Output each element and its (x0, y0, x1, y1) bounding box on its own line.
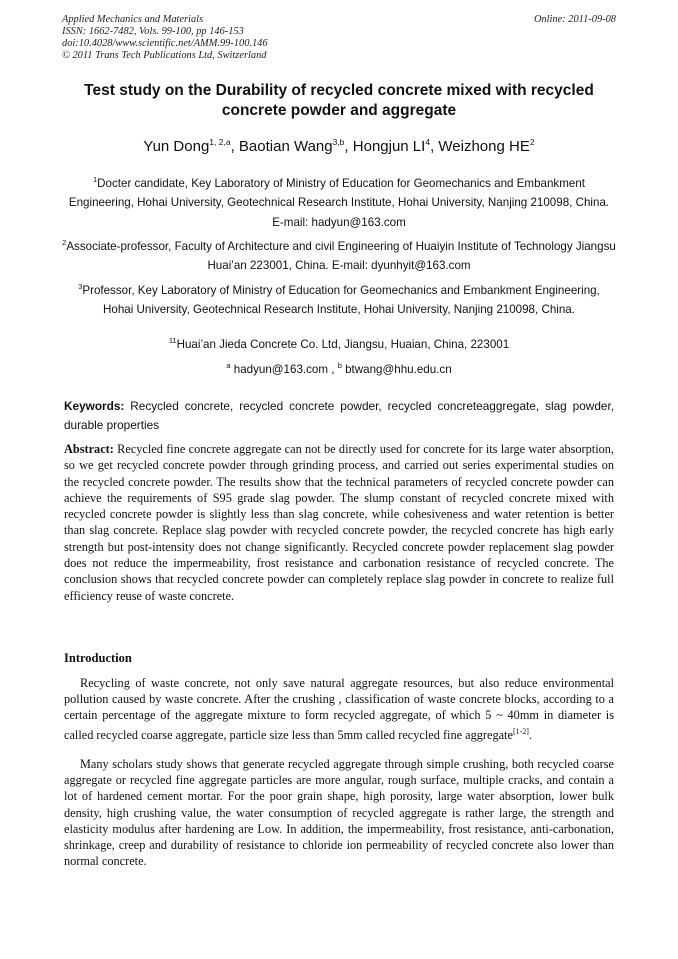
author-affil-sup: 2 (529, 137, 535, 147)
affiliation-sup: 11 (168, 336, 177, 345)
author-name: Baotian Wang (238, 138, 333, 155)
author-affil-sup: 4 (425, 137, 431, 147)
email-sup-a: a (226, 361, 231, 370)
author-emails (62, 356, 616, 379)
email-separator: , (328, 362, 338, 376)
email-sup-b: b (337, 361, 342, 370)
abstract-text: Recycled fine concrete aggregate can not be directly used for concrete for its large water absorption, so we get recycled concrete powder through grinding process, and carried out series experimental studies on the recycled concrete powder. The results show that the technical parameters of recycled concrete powder can achieve the requirements of S95 grade slag powder. The slump constant of recycled concrete mixed with recycled concrete powder is slightly less than slag concrete, while cohesiveness and water retention is better than slag concrete. Replace slag powder with recycled concrete powder, the recycled concrete has high early strength but post-intensity does not change significantly. Recycled concrete powder replacement slag powder does not reduce the impermeability, frost resistance and carbonation resistance of recycled concrete. The conclusion shows that recycled concrete powder can completely replace slag powder in concrete to realize full efficiency reuse of waste concrete. (64, 442, 614, 603)
affiliation-1 (62, 170, 616, 232)
paper-title: Test study on the Durability of recycled concrete mixed with recycled concrete powder and aggregate (84, 82, 594, 119)
author-affil-sup: 3,b (332, 137, 345, 147)
affiliation-text: Huai’an Jieda Concrete Co. Ltd, Jiangsu, Huaian, China, 223001 (176, 337, 510, 351)
author-sep: , (430, 138, 439, 155)
author-name: Weizhong HE (438, 138, 530, 155)
author-name: Yun Dong (143, 138, 210, 155)
email-a: hadyun@163.com (233, 362, 329, 376)
affiliation-3 (62, 277, 616, 320)
journal-header (62, 14, 616, 62)
affiliation-sup: 2 (62, 238, 67, 247)
author-name: Hongjun LI (352, 138, 426, 155)
affiliation-text: Professor, Key Laboratory of Ministry of Education for Geomechanics and Embankment Engineering, Hohai University, Geotechnical Research Institute, Hohai University, Nanjing 210098, China. (82, 283, 600, 317)
keywords-label: Keywords: (64, 399, 125, 413)
author-sep: , (344, 138, 353, 155)
affiliation-sup: 3 (78, 282, 83, 291)
author-list (50, 132, 628, 157)
keywords (64, 397, 614, 435)
doi-line: doi:10.4028/www.scientific.net/AMM.99-100.146 (62, 38, 268, 49)
affiliation-sup: 1 (92, 175, 98, 184)
abstract-label: Abstract: (64, 442, 114, 456)
affiliation-2 (62, 233, 616, 276)
affiliation-text: Associate-professor, Faculty of Architecture and civil Engineering of Huaiyin Institute of Technology Jiangsu Huai’an 223001, China. E-mail: dyunhyit@163.com (66, 239, 616, 273)
author-sep: , (230, 138, 239, 155)
email-b: btwang@hhu.edu.cn (345, 362, 452, 376)
paragraph-text: Recycling of waste concrete, not only save natural aggregate resources, but also reduce environmental pollution caused by waste concrete. After the crushing , classification of waste concrete blocks, according to a certain percentage of the aggregate mixture to form recycled aggregate, of which 5 ~ 40mm in diameter is called recycled coarse aggregate, particle size less than 5mm called recycled fine aggregate (64, 676, 614, 742)
copyright-line: © 2011 Trans Tech Publications Ltd, Switzerland (62, 50, 267, 61)
intro-paragraph-1 (64, 675, 614, 743)
affiliation-4 (62, 331, 616, 354)
citation-ref: [1-2] (512, 726, 529, 736)
section-heading-introduction: Introduction (64, 651, 132, 665)
journal-name: Applied Mechanics and Materials (62, 14, 204, 25)
issn-line: ISSN: 1662-7482, Vols. 99-100, pp 146-153 (62, 26, 244, 37)
keywords-text: Recycled concrete, recycled concrete powder, recycled concreteaggregate, slag powder, durable properties (64, 399, 614, 432)
intro-paragraph-2: Many scholars study shows that generate recycled aggregate through simple crushing, both recycled coarse aggregate or recycled fine aggregate particles are more angular, rough surface, multiple cracks, and contain a lot of hardened cement mortar. For the poor grain shape, high porosity, large water absorption, lower bulk density, high crushing value, the water consumption of recycled aggregate is rather large, the strength and elasticity modulus after hardening are Low. In addition, the impermeability, frost resistance, anti-carbonation, shrinkage, creep and durability of resistance to chloride ion permeability of recycled concrete also lower than normal concrete. (64, 757, 614, 869)
online-date: Online: 2011-09-08 (533, 14, 616, 25)
affiliation-text: Docter candidate, Key Laboratory of Ministry of Education for Geomechanics and Embankment Engineering, Hohai University, Geotechnical Research Institute, Hohai University, Nanjing 210098, China. E-mail: hadyun@163.com (68, 176, 610, 229)
author-affil-sup: 1, 2,a (209, 137, 231, 147)
abstract (64, 441, 614, 604)
paragraph-end: . (528, 727, 533, 742)
